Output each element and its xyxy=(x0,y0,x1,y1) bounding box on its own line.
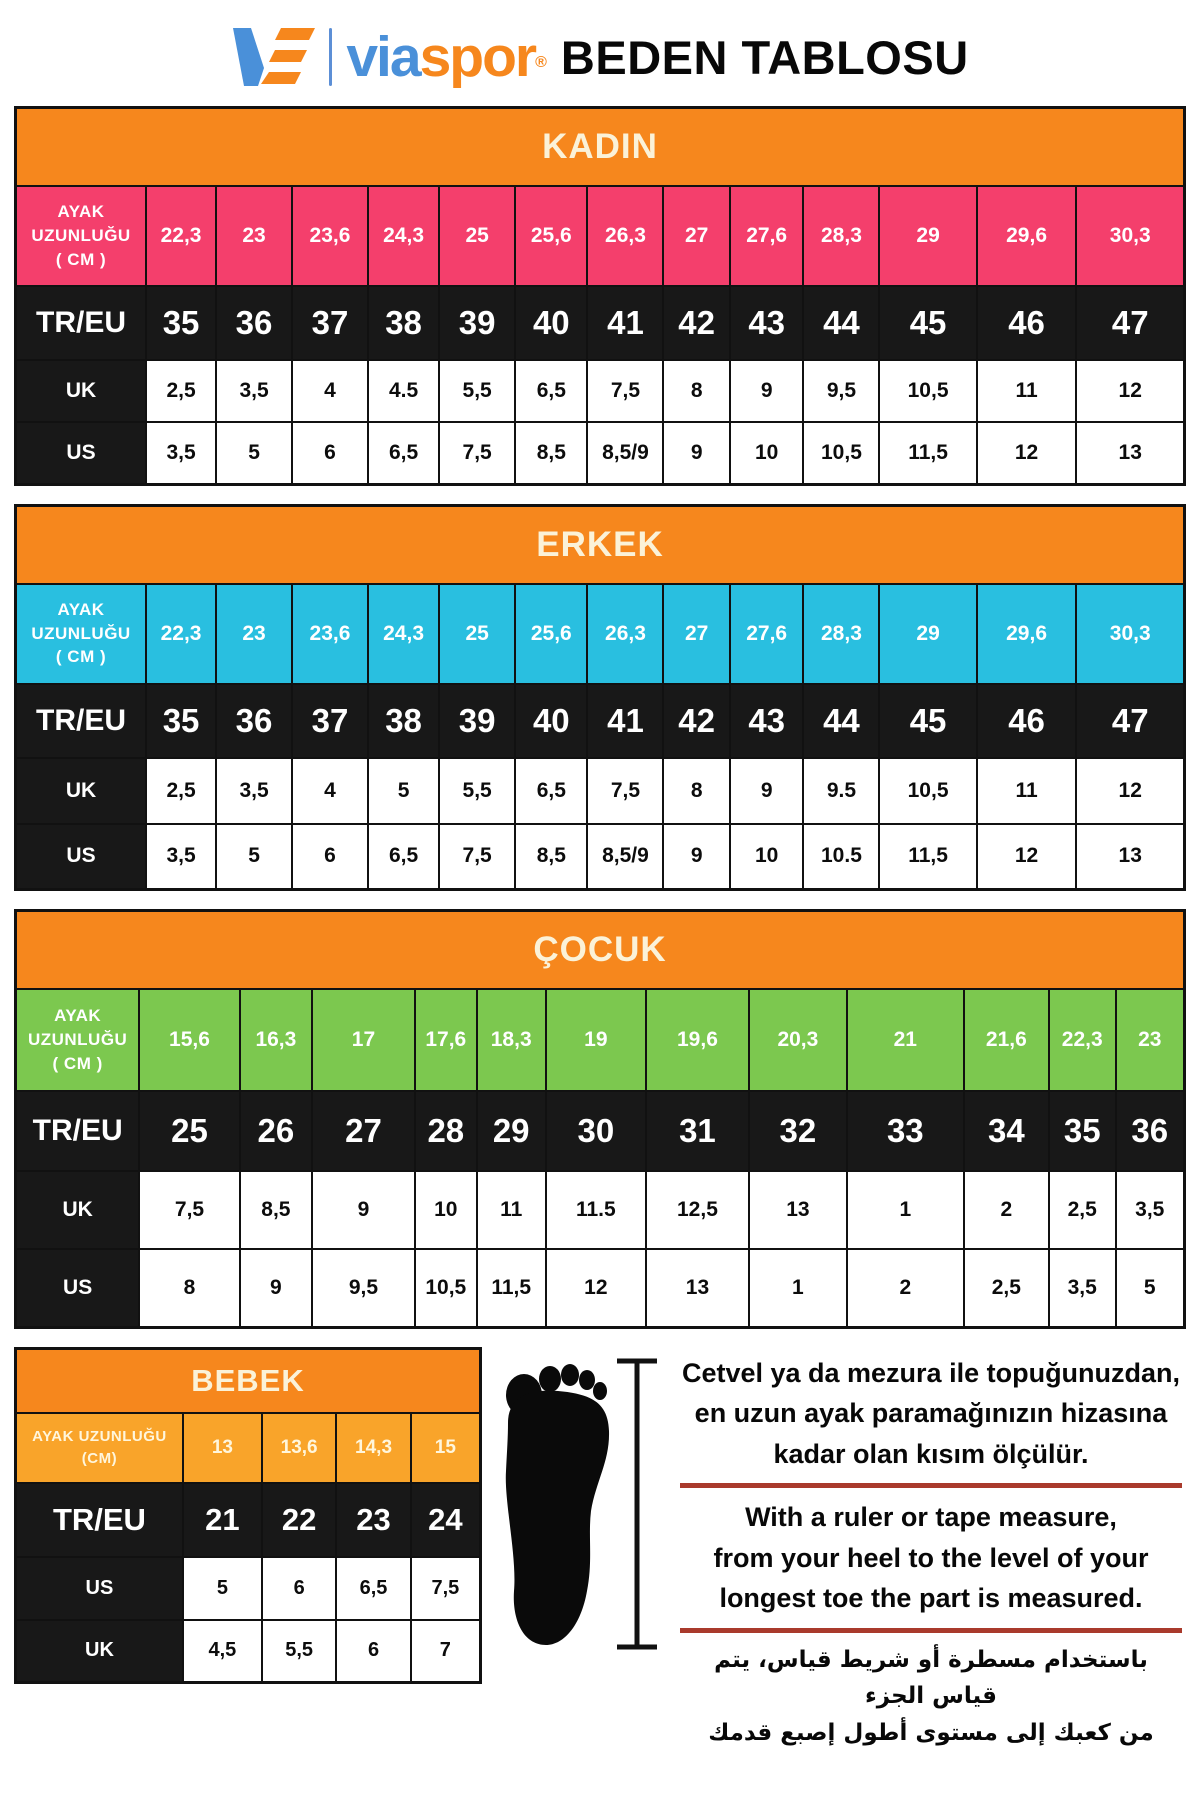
size-cell: 13 xyxy=(749,1171,847,1249)
page-title: BEDEN TABLOSU xyxy=(560,30,969,84)
size-cell: 46 xyxy=(977,684,1077,758)
size-cell: 42 xyxy=(663,684,729,758)
size-cell: 8,5 xyxy=(240,1171,312,1249)
foot-length-value: 25 xyxy=(439,584,515,684)
size-cell: 40 xyxy=(515,684,587,758)
instruction-line: With a ruler or tape measure, xyxy=(745,1502,1117,1532)
size-cell: 11 xyxy=(977,360,1077,422)
size-cell: 7,5 xyxy=(411,1557,481,1620)
size-cell: 9 xyxy=(663,824,729,890)
row-label: UK xyxy=(16,1171,140,1249)
size-cell: 9 xyxy=(730,758,804,824)
size-cell: 8,5/9 xyxy=(587,824,663,890)
size-cell: 13 xyxy=(1076,824,1184,890)
size-cell: 27 xyxy=(312,1091,415,1171)
size-cell: 2 xyxy=(847,1249,964,1327)
foot-length-value: 22,3 xyxy=(146,584,216,684)
bottom-section xyxy=(14,1347,1186,1752)
size-cell: 24 xyxy=(411,1483,481,1557)
size-cell: 12 xyxy=(977,824,1077,890)
size-cell: 7,5 xyxy=(587,758,663,824)
size-cell: 36 xyxy=(1116,1091,1185,1171)
row-label: US xyxy=(16,1249,140,1327)
measurement-instructions xyxy=(672,1347,1186,1752)
size-cell: 10,5 xyxy=(415,1249,477,1327)
brand-via: via xyxy=(346,25,420,89)
foot-length-value: 27,6 xyxy=(730,186,804,286)
section-kadin xyxy=(14,106,1186,486)
size-cell: 47 xyxy=(1076,684,1184,758)
row-label: UK xyxy=(16,758,147,824)
size-cell: 9 xyxy=(663,422,729,484)
size-cell: 2,5 xyxy=(1049,1171,1116,1249)
size-cell: 11 xyxy=(977,758,1077,824)
size-cell: 7 xyxy=(411,1620,481,1683)
section-erkek xyxy=(14,504,1186,892)
row-label: US xyxy=(16,1557,183,1620)
size-cell: 36 xyxy=(216,684,292,758)
foot-length-value: 29 xyxy=(879,186,976,286)
instruction-line: باستخدام مسطرة أو شريط قياس، يتم قياس الجزء xyxy=(714,1646,1148,1710)
foot-length-label: AYAK UZUNLUĞU ( CM ) xyxy=(16,186,147,286)
foot-length-value: 30,3 xyxy=(1076,186,1184,286)
size-cell: 9.5 xyxy=(803,758,879,824)
size-cell: 1 xyxy=(847,1171,964,1249)
size-cell: 11,5 xyxy=(477,1249,546,1327)
registered-mark: ® xyxy=(535,54,547,71)
instruction-line: kadar olan kısım ölçülür. xyxy=(773,1438,1089,1469)
size-cell: 6 xyxy=(262,1557,336,1620)
size-cell: 11,5 xyxy=(879,422,976,484)
size-cell: 3,5 xyxy=(1116,1171,1185,1249)
size-cell: 11.5 xyxy=(546,1171,646,1249)
foot-length-value: 20,3 xyxy=(749,989,847,1091)
size-cell: 11 xyxy=(477,1171,546,1249)
measurement-line xyxy=(617,1361,657,1647)
size-cell: 7,5 xyxy=(439,422,515,484)
size-cell: 9,5 xyxy=(803,360,879,422)
size-cell: 9 xyxy=(312,1171,415,1249)
row-label: UK xyxy=(16,360,147,422)
size-cell: 37 xyxy=(292,684,368,758)
size-cell: 4.5 xyxy=(368,360,439,422)
size-cell: 6,5 xyxy=(515,360,587,422)
foot-length-value: 19,6 xyxy=(646,989,749,1091)
size-cell: 7,5 xyxy=(587,360,663,422)
size-cell: 2 xyxy=(964,1171,1049,1249)
instructions-turkish xyxy=(678,1353,1184,1475)
size-cell: 9 xyxy=(240,1249,312,1327)
foot-length-value: 15 xyxy=(411,1413,481,1483)
size-cell: 2,5 xyxy=(146,758,216,824)
size-cell: 36 xyxy=(216,286,292,360)
size-cell: 43 xyxy=(730,286,804,360)
size-cell: 6 xyxy=(336,1620,410,1683)
table-title: BEBEK xyxy=(16,1348,481,1413)
viaspor-logo-icon xyxy=(231,22,315,92)
table-title: ÇOCUK xyxy=(16,911,1185,990)
foot-length-label: AYAK UZUNLUĞU (CM) xyxy=(16,1413,183,1483)
size-cell: 9,5 xyxy=(312,1249,415,1327)
header xyxy=(14,8,1186,106)
logo-divider xyxy=(329,28,332,86)
foot-length-value: 24,3 xyxy=(368,186,439,286)
size-cell: 38 xyxy=(368,684,439,758)
size-cell: 10 xyxy=(730,422,804,484)
size-cell: 38 xyxy=(368,286,439,360)
size-cell: 35 xyxy=(1049,1091,1116,1171)
instruction-line: en uzun ayak paramağınızın hizasına xyxy=(694,1398,1168,1428)
size-cell: 12 xyxy=(977,422,1077,484)
cocuk-size-table xyxy=(14,909,1186,1329)
size-cell: 6,5 xyxy=(336,1557,410,1620)
size-cell: 4 xyxy=(292,360,368,422)
size-cell: 25 xyxy=(139,1091,239,1171)
size-cell: 43 xyxy=(730,684,804,758)
size-cell: 10,5 xyxy=(879,758,976,824)
section-cocuk xyxy=(14,909,1186,1329)
size-cell: 28 xyxy=(415,1091,477,1171)
size-cell: 29 xyxy=(477,1091,546,1171)
size-cell: 33 xyxy=(847,1091,964,1171)
foot-length-value: 30,3 xyxy=(1076,584,1184,684)
instruction-line: Cetvel ya da mezura ile topuğunuzdan, xyxy=(681,1357,1181,1388)
size-cell: 32 xyxy=(749,1091,847,1171)
size-cell: 41 xyxy=(587,286,663,360)
size-cell: 8 xyxy=(663,758,729,824)
foot-length-value: 27 xyxy=(663,186,729,286)
size-cell: 10,5 xyxy=(803,422,879,484)
foot-length-value: 28,3 xyxy=(803,584,879,684)
size-cell: 45 xyxy=(879,684,976,758)
size-cell: 12 xyxy=(1076,360,1184,422)
foot-length-value: 19 xyxy=(546,989,646,1091)
size-cell: 8,5/9 xyxy=(587,422,663,484)
size-cell: 3,5 xyxy=(1049,1249,1116,1327)
foot-length-value: 13,6 xyxy=(262,1413,336,1483)
foot-length-value: 14,3 xyxy=(336,1413,410,1483)
size-cell: 6,5 xyxy=(515,758,587,824)
size-cell: 35 xyxy=(146,286,216,360)
size-cell: 12 xyxy=(1076,758,1184,824)
size-cell: 6 xyxy=(292,422,368,484)
size-cell: 5 xyxy=(1116,1249,1185,1327)
table-title: ERKEK xyxy=(16,505,1185,584)
size-cell: 3,5 xyxy=(216,360,292,422)
foot-length-value: 21,6 xyxy=(964,989,1049,1091)
size-cell: 10 xyxy=(415,1171,477,1249)
size-cell: 4 xyxy=(292,758,368,824)
foot-length-value: 28,3 xyxy=(803,186,879,286)
foot-length-value: 15,6 xyxy=(139,989,239,1091)
size-cell: 44 xyxy=(803,684,879,758)
foot-length-value: 25,6 xyxy=(515,186,587,286)
size-cell: 37 xyxy=(292,286,368,360)
size-cell: 3,5 xyxy=(146,422,216,484)
size-cell: 5,5 xyxy=(262,1620,336,1683)
foot-length-value: 23 xyxy=(216,584,292,684)
size-cell: 4,5 xyxy=(183,1620,262,1683)
table-title: KADIN xyxy=(16,108,1185,187)
section-bebek xyxy=(14,1347,482,1685)
foot-length-value: 25 xyxy=(439,186,515,286)
foot-length-value: 27 xyxy=(663,584,729,684)
foot-length-value: 27,6 xyxy=(730,584,804,684)
size-cell: 7,5 xyxy=(439,824,515,890)
size-cell: 5 xyxy=(368,758,439,824)
size-cell: 13 xyxy=(646,1249,749,1327)
size-cell: 39 xyxy=(439,286,515,360)
size-cell: 3,5 xyxy=(146,824,216,890)
size-cell: 23 xyxy=(336,1483,410,1557)
size-cell: 3,5 xyxy=(216,758,292,824)
size-cell: 12,5 xyxy=(646,1171,749,1249)
foot-length-value: 22,3 xyxy=(1049,989,1116,1091)
size-cell: 31 xyxy=(646,1091,749,1171)
foot-length-value: 29,6 xyxy=(977,186,1077,286)
erkek-size-table xyxy=(14,504,1186,892)
foot-length-value: 23,6 xyxy=(292,186,368,286)
size-cell: 12 xyxy=(546,1249,646,1327)
size-cell: 42 xyxy=(663,286,729,360)
red-divider xyxy=(680,1628,1182,1633)
size-cell: 40 xyxy=(515,286,587,360)
size-cell: 22 xyxy=(262,1483,336,1557)
size-cell: 34 xyxy=(964,1091,1049,1171)
size-cell: 5 xyxy=(183,1557,262,1620)
bebek-size-table xyxy=(14,1347,482,1685)
size-cell: 8,5 xyxy=(515,824,587,890)
size-cell: 8 xyxy=(139,1249,239,1327)
size-cell: 8,5 xyxy=(515,422,587,484)
foot-length-value: 22,3 xyxy=(146,186,216,286)
size-cell: 13 xyxy=(1076,422,1184,484)
row-label: US xyxy=(16,422,147,484)
size-cell: 41 xyxy=(587,684,663,758)
foot-length-value: 23,6 xyxy=(292,584,368,684)
foot-length-value: 18,3 xyxy=(477,989,546,1091)
size-cell: 6 xyxy=(292,824,368,890)
row-label: TR/EU xyxy=(16,1091,140,1171)
size-cell: 7,5 xyxy=(139,1171,239,1249)
foot-figure xyxy=(482,1347,672,1666)
foot-length-label: AYAK UZUNLUĞU ( CM ) xyxy=(16,584,147,684)
foot-length-value: 26,3 xyxy=(587,584,663,684)
size-cell: 10 xyxy=(730,824,804,890)
foot-length-value: 23 xyxy=(1116,989,1185,1091)
size-cell: 45 xyxy=(879,286,976,360)
size-cell: 2,5 xyxy=(964,1249,1049,1327)
size-cell: 10,5 xyxy=(879,360,976,422)
foot-length-value: 25,6 xyxy=(515,584,587,684)
size-cell: 35 xyxy=(146,684,216,758)
foot-length-value: 29 xyxy=(879,584,976,684)
instruction-line: from your heel to the level of your xyxy=(713,1542,1149,1573)
foot-length-label: AYAK UZUNLUĞU ( CM ) xyxy=(16,989,140,1091)
instruction-line: من كعبك إلى مستوى أطول إصبع قدمك xyxy=(708,1720,1154,1747)
instruction-line: longest toe the part is measured. xyxy=(719,1583,1143,1613)
red-divider xyxy=(680,1483,1182,1488)
size-cell: 8 xyxy=(663,360,729,422)
size-cell: 26 xyxy=(240,1091,312,1171)
size-cell: 2,5 xyxy=(146,360,216,422)
row-label: TR/EU xyxy=(16,286,147,360)
size-cell: 9 xyxy=(730,360,804,422)
row-label: TR/EU xyxy=(16,684,147,758)
size-cell: 44 xyxy=(803,286,879,360)
size-cell: 1 xyxy=(749,1249,847,1327)
size-cell: 46 xyxy=(977,286,1077,360)
size-cell: 10.5 xyxy=(803,824,879,890)
instructions-arabic xyxy=(678,1642,1184,1752)
size-cell: 11,5 xyxy=(879,824,976,890)
foot-length-value: 23 xyxy=(216,186,292,286)
size-cell: 30 xyxy=(546,1091,646,1171)
row-label: UK xyxy=(16,1620,183,1683)
size-cell: 6,5 xyxy=(368,824,439,890)
brand-spor: spor xyxy=(419,25,536,89)
foot-silhouette xyxy=(494,1349,660,1661)
instructions-english xyxy=(678,1497,1184,1619)
size-cell: 21 xyxy=(183,1483,262,1557)
foot-length-value: 24,3 xyxy=(368,584,439,684)
size-cell: 6,5 xyxy=(368,422,439,484)
kadin-size-table xyxy=(14,106,1186,486)
row-label: TR/EU xyxy=(16,1483,183,1557)
size-cell: 5 xyxy=(216,824,292,890)
size-cell: 5,5 xyxy=(439,758,515,824)
foot-length-value: 21 xyxy=(847,989,964,1091)
foot-length-value: 13 xyxy=(183,1413,262,1483)
size-cell: 5 xyxy=(216,422,292,484)
size-cell: 39 xyxy=(439,684,515,758)
foot-length-value: 17 xyxy=(312,989,415,1091)
size-cell: 47 xyxy=(1076,286,1184,360)
foot-length-value: 17,6 xyxy=(415,989,477,1091)
foot-length-value: 16,3 xyxy=(240,989,312,1091)
foot-length-value: 26,3 xyxy=(587,186,663,286)
brand-wordmark xyxy=(346,24,547,90)
foot-length-value: 29,6 xyxy=(977,584,1077,684)
row-label: US xyxy=(16,824,147,890)
size-cell: 5,5 xyxy=(439,360,515,422)
